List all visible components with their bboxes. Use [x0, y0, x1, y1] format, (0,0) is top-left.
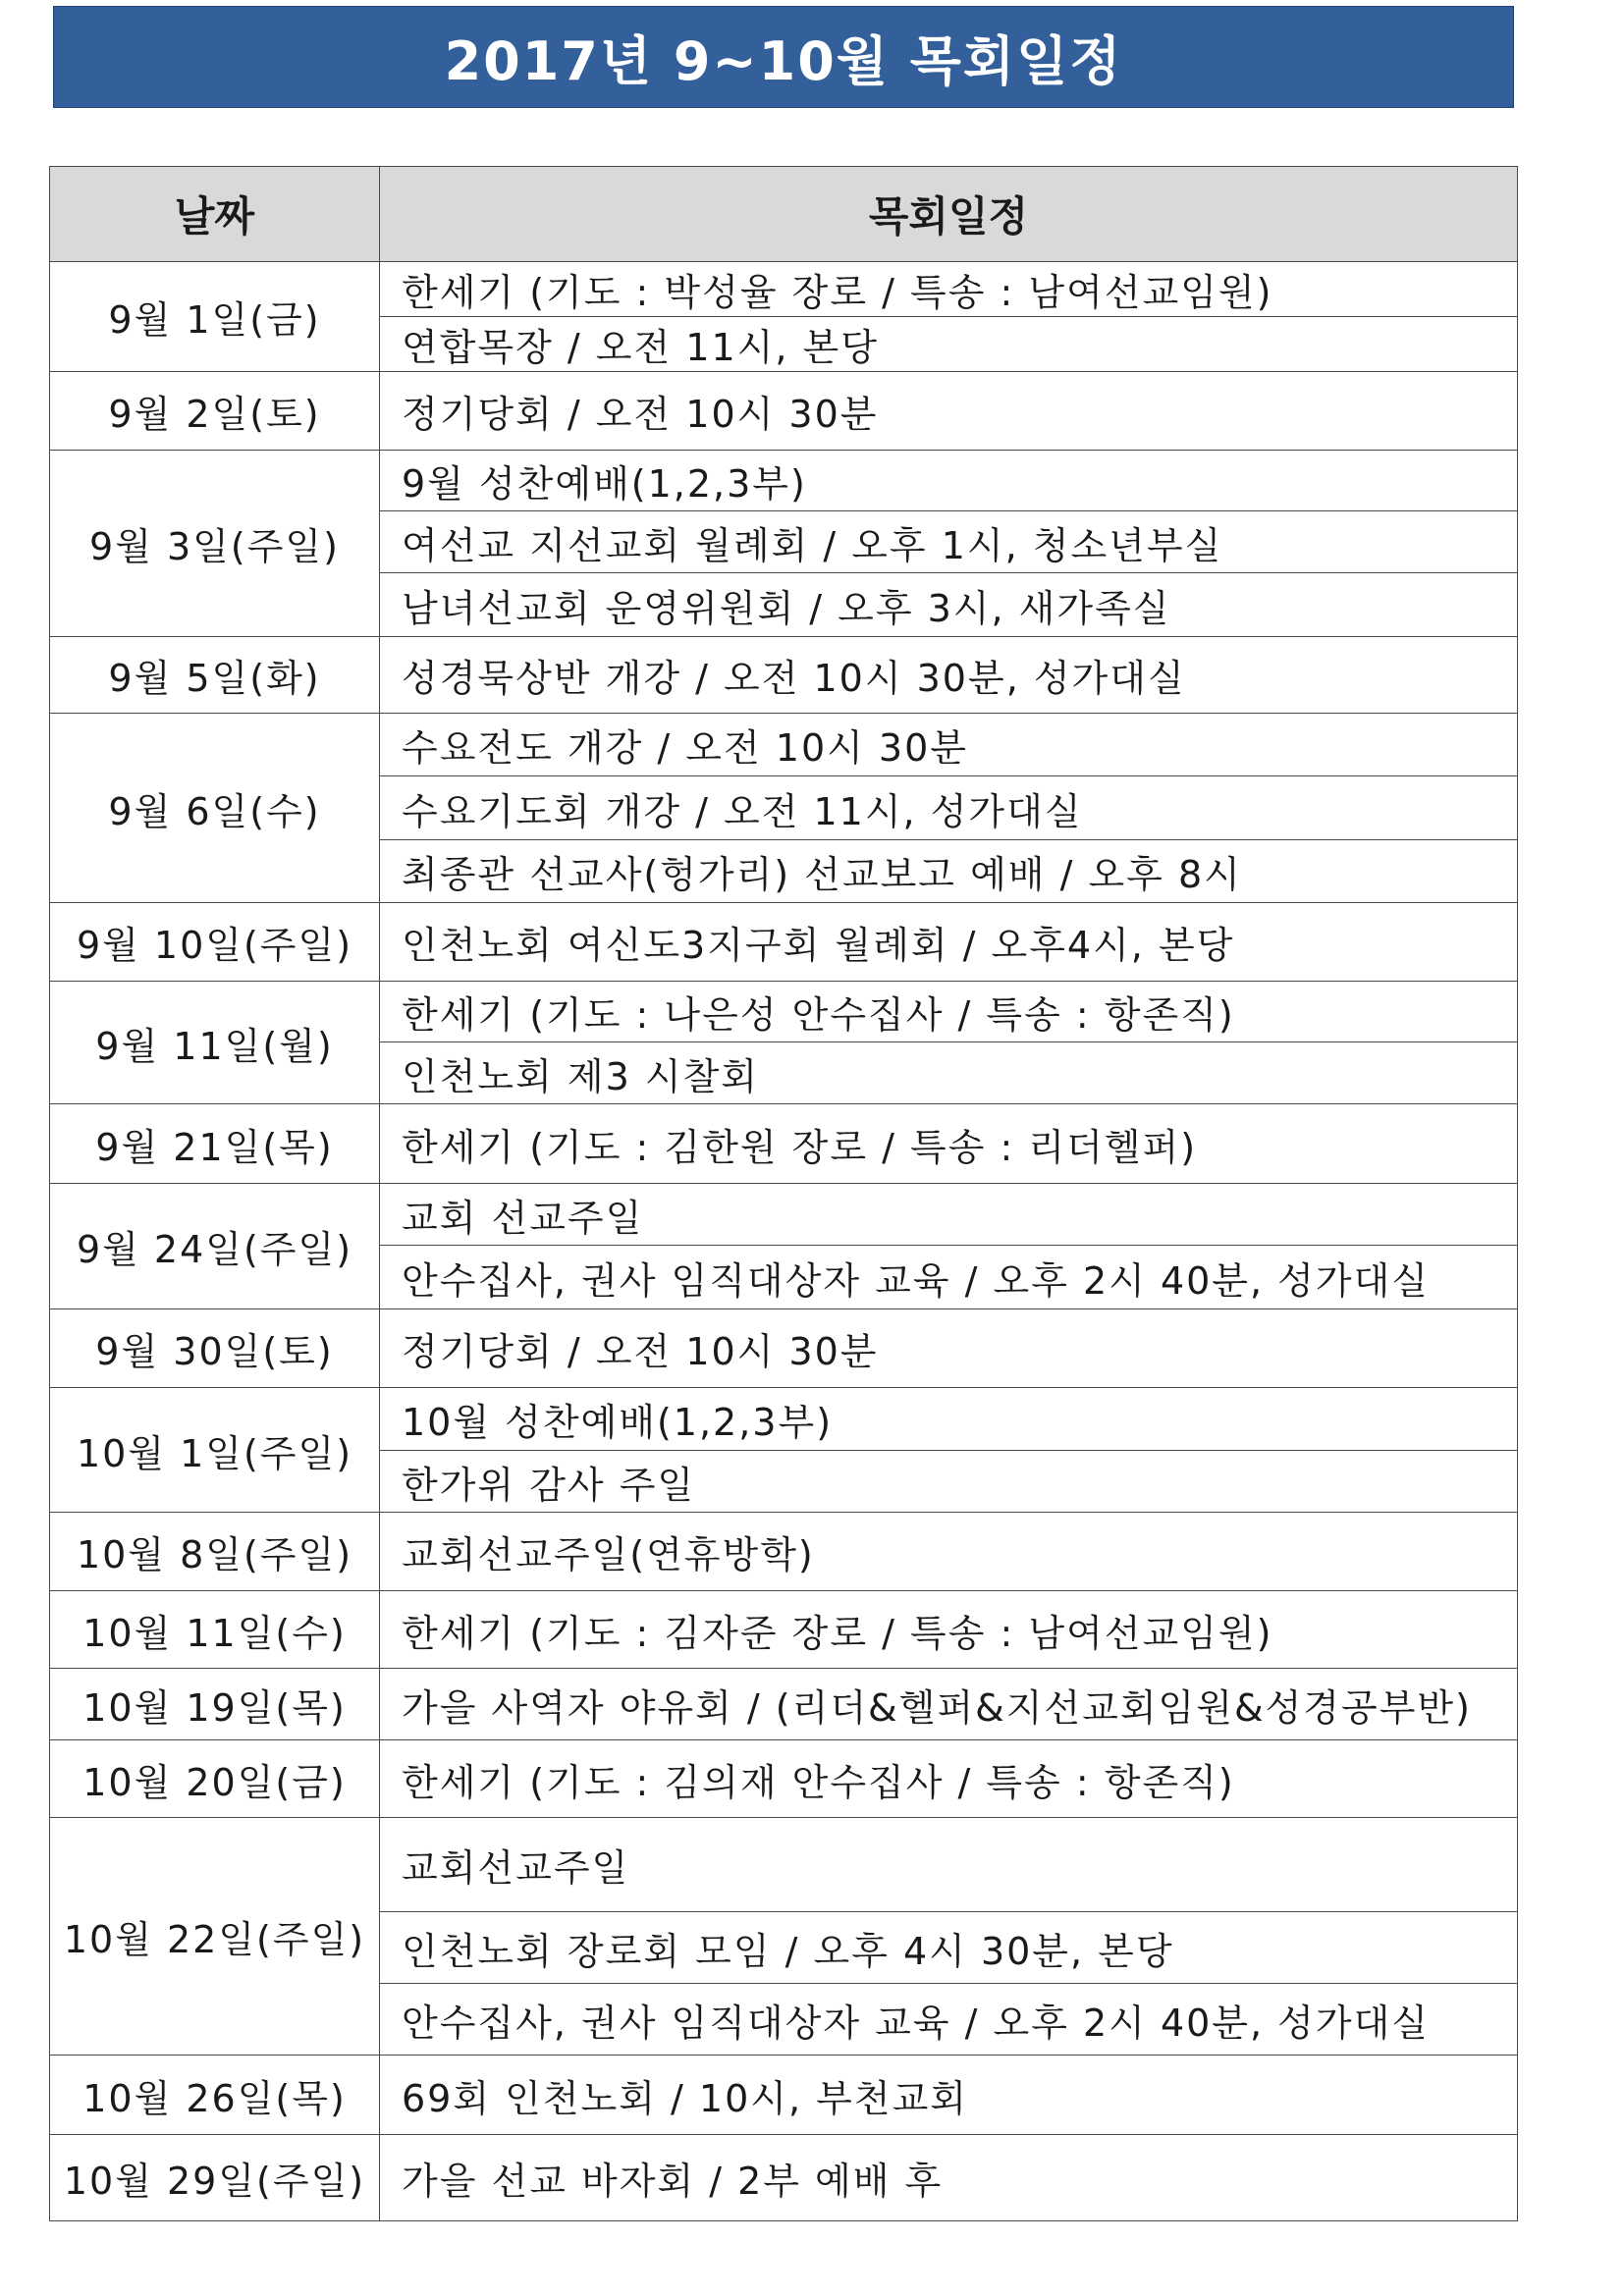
table-row [50, 903, 1518, 982]
event-cell: 수요기도회 개강 / 오전 11시, 성가대실 [380, 776, 1518, 840]
event-cell: 한세기 (기도 : 박성율 장로 / 특송 : 남여선교임원) [380, 262, 1518, 317]
event-cell: 교회선교주일 [380, 1818, 1518, 1912]
event-cell: 한세기 (기도 : 나은성 안수집사 / 특송 : 항존직) [380, 982, 1518, 1042]
table-row [50, 1740, 1518, 1818]
event-cell: 9월 성찬예배(1,2,3부) [380, 451, 1518, 511]
date-cell: 10월 8일(주일) [50, 1513, 380, 1591]
table-row [50, 714, 1518, 776]
event-cell: 가을 사역자 야유회 / (리더&헬퍼&지선교회임원&성경공부반) [380, 1669, 1518, 1740]
table-row [50, 1309, 1518, 1388]
event-cell: 여선교 지선교회 월례회 / 오후 1시, 청소년부실 [380, 511, 1518, 573]
table-row [50, 1388, 1518, 1451]
event-cell: 한세기 (기도 : 김의재 안수집사 / 특송 : 항존직) [380, 1740, 1518, 1818]
event-cell: 인천노회 여신도3지구회 월례회 / 오후4시, 본당 [380, 903, 1518, 982]
date-cell: 9월 3일(주일) [50, 451, 380, 637]
table-row [50, 262, 1518, 317]
table-row [50, 451, 1518, 511]
event-cell: 정기당회 / 오전 10시 30분 [380, 1309, 1518, 1388]
event-cell: 인천노회 장로회 모임 / 오후 4시 30분, 본당 [380, 1912, 1518, 1984]
event-cell: 인천노회 제3 시찰회 [380, 1042, 1518, 1104]
date-cell: 9월 24일(주일) [50, 1184, 380, 1309]
event-cell: 남녀선교회 운영위원회 / 오후 3시, 새가족실 [380, 573, 1518, 637]
event-cell: 연합목장 / 오전 11시, 본당 [380, 317, 1518, 372]
date-cell: 9월 5일(화) [50, 637, 380, 714]
title-banner [53, 6, 1514, 108]
header-date: 날짜 [50, 167, 380, 262]
event-cell: 안수집사, 권사 임직대상자 교육 / 오후 2시 40분, 성가대실 [380, 1984, 1518, 2056]
date-cell: 9월 6일(수) [50, 714, 380, 903]
table-row [50, 637, 1518, 714]
event-cell: 한가위 감사 주일 [380, 1451, 1518, 1513]
date-cell: 10월 19일(목) [50, 1669, 380, 1740]
table-row [50, 372, 1518, 451]
table-row [50, 1513, 1518, 1591]
event-cell: 교회 선교주일 [380, 1184, 1518, 1246]
event-cell: 수요전도 개강 / 오전 10시 30분 [380, 714, 1518, 776]
table-row [50, 982, 1518, 1042]
date-cell: 10월 22일(주일) [50, 1818, 380, 2056]
table-row [50, 1669, 1518, 1740]
event-cell: 최종관 선교사(헝가리) 선교보고 예배 / 오후 8시 [380, 840, 1518, 903]
event-cell: 한세기 (기도 : 김한원 장로 / 특송 : 리더헬퍼) [380, 1104, 1518, 1184]
table-row [50, 2056, 1518, 2135]
schedule-table [49, 166, 1518, 2221]
event-cell: 교회선교주일(연휴방학) [380, 1513, 1518, 1591]
date-cell: 9월 21일(목) [50, 1104, 380, 1184]
table-row [50, 1184, 1518, 1246]
date-cell: 10월 26일(목) [50, 2056, 380, 2135]
event-cell: 성경묵상반 개강 / 오전 10시 30분, 성가대실 [380, 637, 1518, 714]
page-title: 2017년 9~10월 목회일정 [444, 29, 1123, 92]
header-schedule: 목회일정 [380, 167, 1518, 262]
date-cell: 9월 11일(월) [50, 982, 380, 1104]
event-cell: 69회 인천노회 / 10시, 부천교회 [380, 2056, 1518, 2135]
event-cell: 10월 성찬예배(1,2,3부) [380, 1388, 1518, 1451]
date-cell: 10월 20일(금) [50, 1740, 380, 1818]
table-row [50, 2135, 1518, 2221]
date-cell: 10월 11일(수) [50, 1591, 380, 1669]
schedule-body [50, 262, 1518, 2221]
event-cell: 정기당회 / 오전 10시 30분 [380, 372, 1518, 451]
date-cell: 10월 1일(주일) [50, 1388, 380, 1513]
date-cell: 9월 2일(토) [50, 372, 380, 451]
date-cell: 9월 1일(금) [50, 262, 380, 372]
event-cell: 안수집사, 권사 임직대상자 교육 / 오후 2시 40분, 성가대실 [380, 1246, 1518, 1309]
event-cell: 한세기 (기도 : 김자준 장로 / 특송 : 남여선교임원) [380, 1591, 1518, 1669]
table-row [50, 1818, 1518, 1912]
date-cell: 10월 29일(주일) [50, 2135, 380, 2221]
date-cell: 9월 30일(토) [50, 1309, 380, 1388]
table-row [50, 1591, 1518, 1669]
table-row [50, 1104, 1518, 1184]
date-cell: 9월 10일(주일) [50, 903, 380, 982]
table-header-row [50, 167, 1518, 262]
event-cell: 가을 선교 바자회 / 2부 예배 후 [380, 2135, 1518, 2221]
